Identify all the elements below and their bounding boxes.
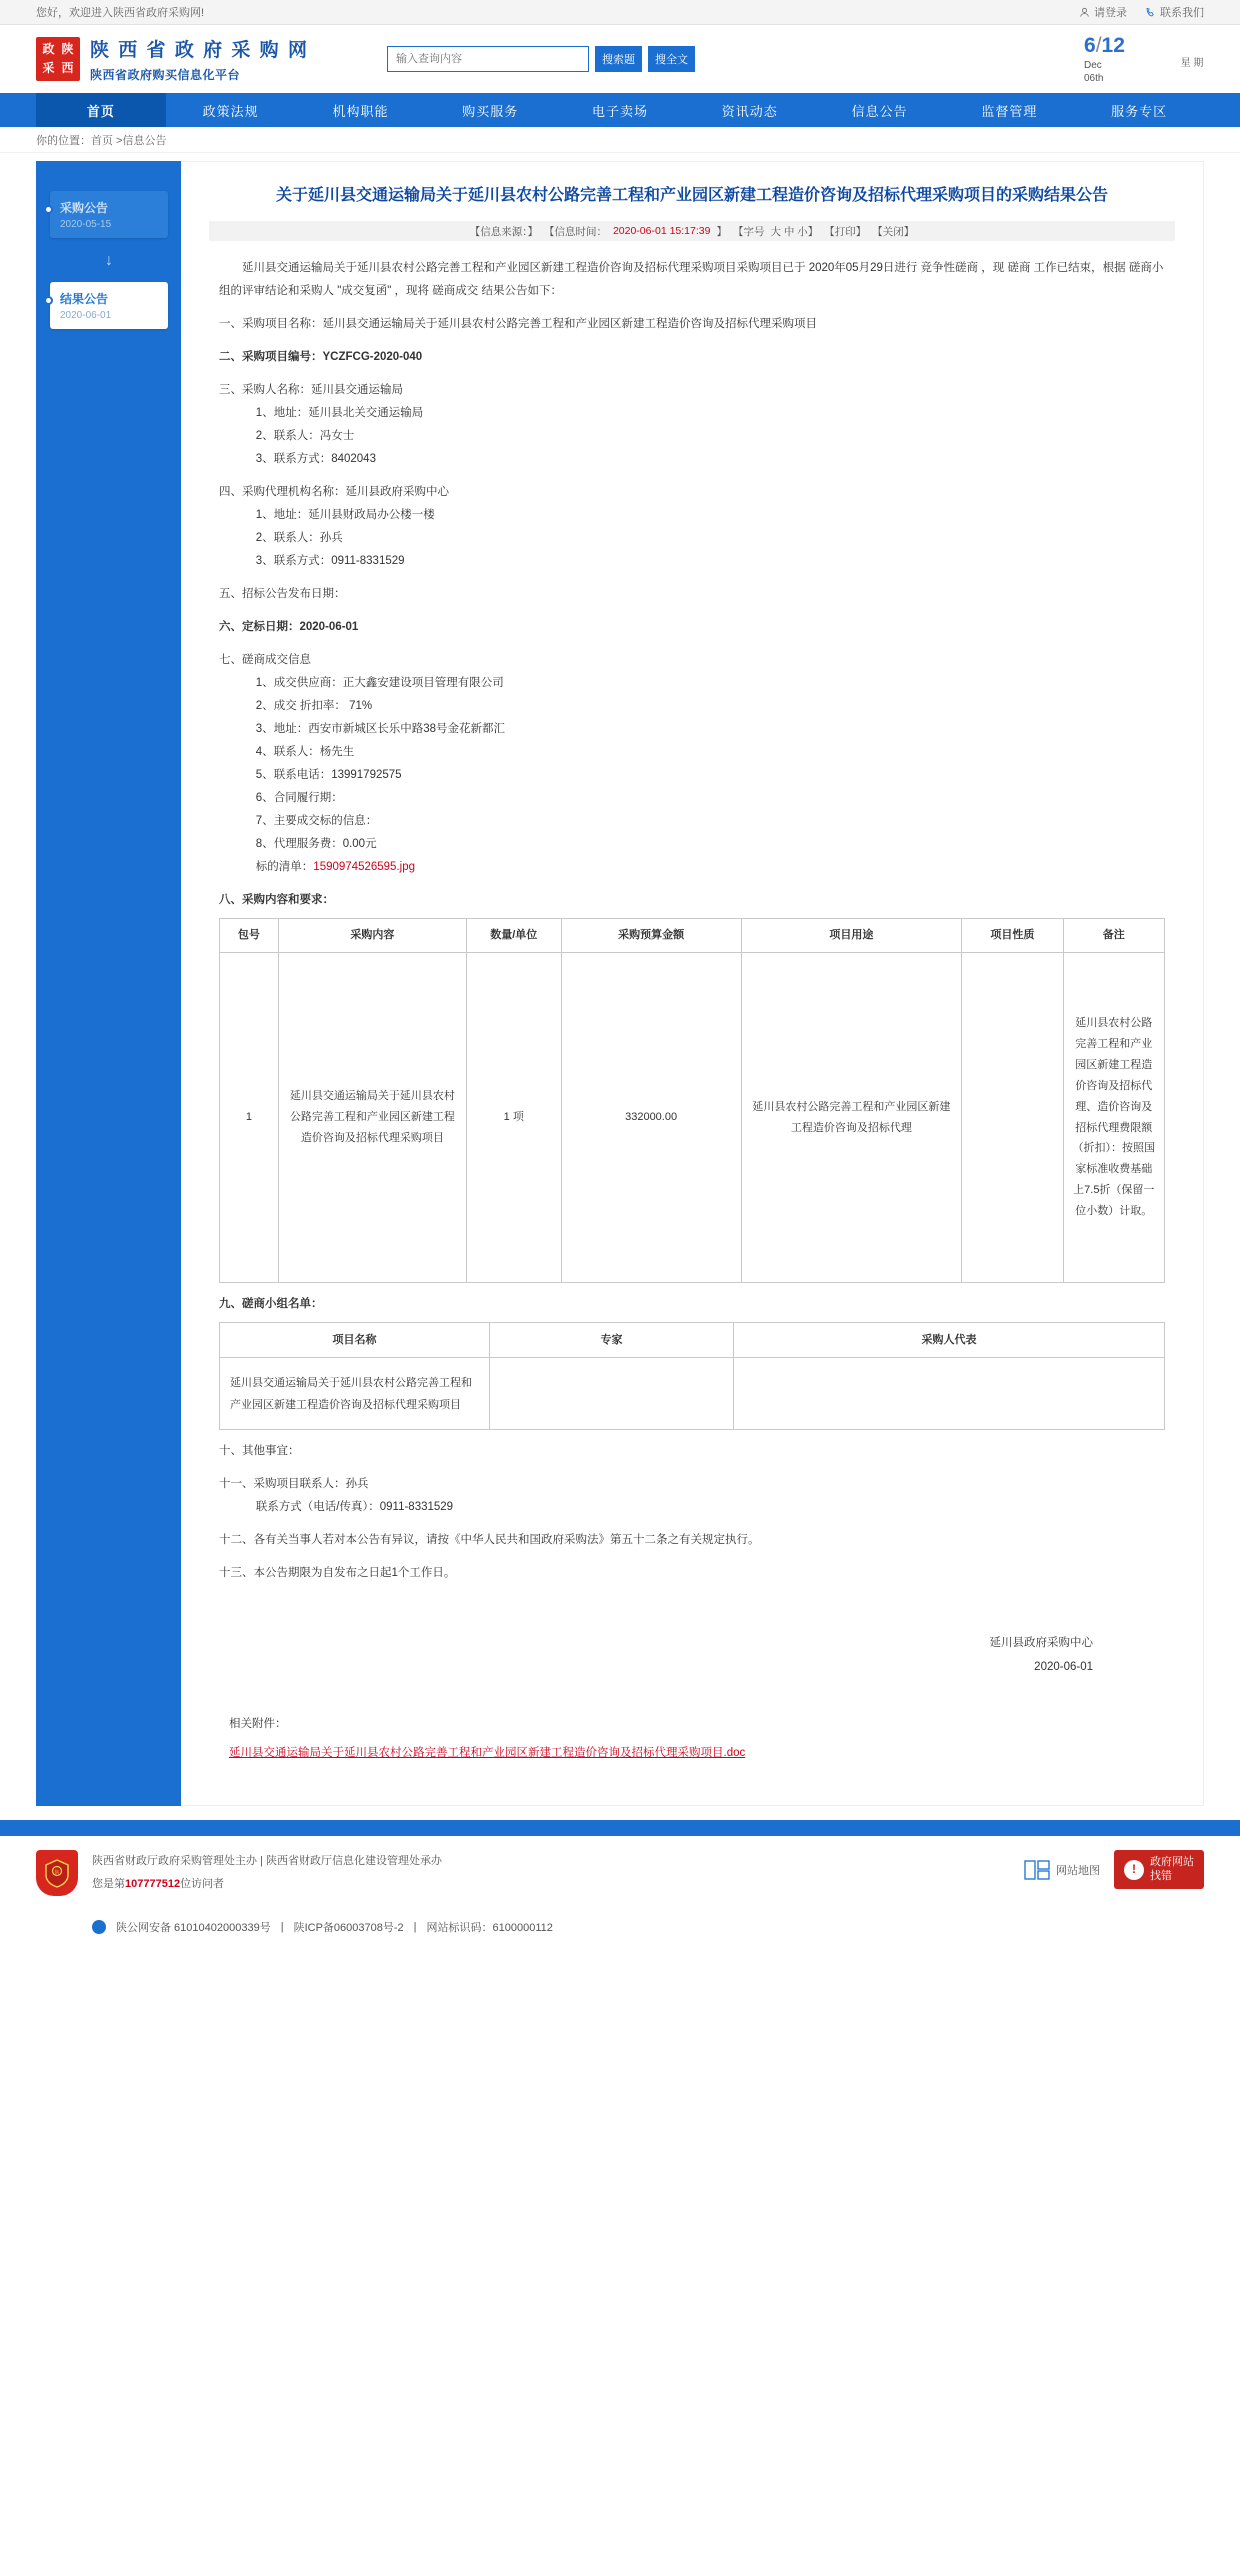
search-area [387, 46, 695, 72]
section-11-sub: 联系方式（电话/传真）：0911-8331529 [255, 1501, 454, 1514]
breadcrumb: 你的位置：首页 >信息公告 [0, 127, 1240, 153]
bid-list-file-link[interactable]: 1590974526595.jpg [313, 861, 415, 874]
section-3-item-3: 3、联系方式：8402043 [255, 453, 376, 466]
section-4-no: 四、 [219, 486, 242, 499]
article-meta [209, 221, 1175, 241]
section-4-label: 采购代理机构名称： [242, 486, 346, 499]
site-title-main: 陕 西 省 政 府 采 购 网 [90, 40, 309, 61]
visitor-prefix: 您是第 [92, 1878, 125, 1891]
svg-text:陕: 陕 [54, 1870, 60, 1877]
section-1 [219, 313, 1165, 336]
footer-legal-row [0, 1915, 1240, 1951]
table-header-row [220, 919, 1165, 953]
cell-budget: 332000.00 [561, 953, 741, 1283]
section-6-no: 六、 [219, 621, 242, 634]
timeline-dot-icon [44, 205, 53, 214]
section-13-no: 十三、 [219, 1567, 254, 1580]
col-content: 采购内容 [278, 919, 466, 953]
bid-list-label: 标的清单： [255, 861, 314, 874]
meta-time-tail: 】 [716, 225, 727, 238]
site-logo[interactable] [36, 37, 80, 81]
nav-item-news[interactable]: 资讯动态 [721, 103, 778, 119]
date-month: Dec [1084, 60, 1102, 71]
section-3-item-2: 2、联系人：冯女士 [255, 430, 355, 443]
col-project-name: 项目名称 [220, 1323, 490, 1358]
section-3-label: 采购人名称： [242, 384, 311, 397]
bid-list-row [219, 856, 1165, 879]
section-2-no: 二、 [219, 351, 242, 364]
section-5-label: 招标公告发布日期： [242, 588, 346, 601]
visitor-count: 107777512 [125, 1878, 181, 1891]
top-utility-bar [0, 0, 1240, 25]
cell-buyer-rep [733, 1358, 1164, 1430]
section-7-item-3: 3、地址：西安市新城区长乐中路38号金花新都汇 [255, 723, 505, 736]
gov-website-report-badge[interactable] [1114, 1850, 1204, 1888]
article-panel [181, 161, 1204, 1806]
section-7-no: 七、 [219, 654, 242, 667]
site-footer [0, 1836, 1240, 1914]
section-10-text: 其他事宜： [242, 1445, 300, 1458]
section-6-label: 定标日期： [242, 621, 300, 634]
col-buyer-rep: 采购人代表 [733, 1323, 1164, 1358]
date-slash: / [1095, 34, 1102, 57]
section-11 [219, 1473, 1165, 1496]
section-9-title: 九、磋商小组名单： [219, 1298, 323, 1311]
contact-label: 联系我们 [1160, 7, 1204, 19]
sidebar-item-label: 结果公告 [60, 292, 109, 306]
col-no: 包号 [220, 919, 279, 953]
section-10 [219, 1440, 1165, 1463]
section-10-no: 十、 [219, 1445, 242, 1458]
legal-separator-2: | [413, 1920, 417, 1933]
section-7 [219, 649, 1165, 672]
section-1-label: 采购项目名称： [242, 318, 323, 331]
timeline-sidebar [36, 161, 181, 1806]
search-fulltext-button[interactable]: 搜全文 [648, 46, 695, 72]
section-3-item-1: 1、地址：延川县北关交通运输局 [255, 407, 424, 420]
logo-char-1: 政 [42, 42, 55, 57]
section-5-no: 五、 [219, 588, 242, 601]
user-icon [1079, 7, 1090, 18]
table-row [220, 1358, 1165, 1430]
col-nature: 项目性质 [962, 919, 1063, 953]
site-title-sub: 陕西省政府购买信息化平台 [90, 68, 241, 82]
footer-line-1: 陕西省财政厅政府采购管理处主办 | 陕西省财政厅信息化建设管理处承办 [92, 1855, 442, 1868]
table-row [220, 953, 1165, 1283]
nav-item-servicezone[interactable]: 服务专区 [1111, 103, 1168, 119]
report-icon: ! [1124, 1860, 1144, 1880]
nav-item-functions[interactable]: 机构职能 [332, 103, 389, 119]
site-title-block [90, 35, 309, 83]
cell-project-name: 延川县交通运输局关于延川县农村公路完善工程和产业园区新建工程造价咨询及招标代理采购项目 [220, 1358, 490, 1430]
section-1-no: 一、 [219, 318, 242, 331]
cell-nature [962, 953, 1063, 1283]
logo-char-2: 陕 [61, 42, 74, 57]
section-12-no: 十二、 [219, 1534, 254, 1547]
date-sub: 06th [1084, 73, 1104, 84]
nav-item-services[interactable]: 购买服务 [462, 103, 519, 119]
section-11-no: 十一、 [219, 1478, 254, 1491]
nav-item-policy[interactable]: 政策法规 [202, 103, 259, 119]
site-id-text: 网站标识码：6100000112 [426, 1921, 553, 1934]
nav-item-emarket[interactable]: 电子卖场 [592, 103, 649, 119]
cell-remark: 延川县农村公路完善工程和产业园区新建工程造价咨询及招标代理、造价咨询及招标代理费限额（折扣）：按照国家标准收费基础上7.5折（保留一位小数）计取。 [1063, 953, 1164, 1283]
gov-badge-line-2: 找错 [1150, 1869, 1172, 1882]
nav-item-announcements[interactable]: 信息公告 [851, 103, 908, 119]
content-area [0, 153, 1240, 1806]
section-12-text: 各有关当事人若对本公告有异议，请按《中华人民共和国政府采购法》第五十二条之有关规定执行。 [253, 1534, 760, 1547]
site-map-link[interactable] [1024, 1859, 1100, 1881]
cell-expert [490, 1358, 734, 1430]
section-7-item-1: 1、成交供应商：正大鑫安建设项目管理有限公司 [255, 677, 504, 690]
cell-content: 延川县交通运输局关于延川县农村公路完善工程和产业园区新建工程造价咨询及招标代理采购项目 [278, 953, 466, 1283]
section-2 [219, 346, 1165, 369]
date-month-num: 12 [1101, 34, 1125, 57]
phone-icon [1145, 7, 1156, 18]
footer-bar [0, 1820, 1240, 1836]
section-3-no: 三、 [219, 384, 242, 397]
sidebar-item-purchase-notice[interactable] [50, 191, 168, 238]
sidebar-item-label: 采购公告 [60, 201, 109, 215]
attachment-link[interactable]: 延川县交通运输局关于延川县农村公路完善工程和产业园区新建工程造价咨询及招标代理采购项目.doc [229, 1747, 746, 1760]
sidebar-item-date: 2020-06-01 [60, 310, 112, 321]
section-4-value: 延川县政府采购中心 [345, 486, 449, 499]
nav-item-supervision[interactable]: 监督管理 [981, 103, 1038, 119]
contact-link[interactable] [1145, 4, 1204, 20]
date-weekday: 星 期 [1180, 58, 1204, 69]
icp-text[interactable]: 陕ICP备06003708号-2 [293, 1921, 404, 1934]
col-qty: 数量/单位 [466, 919, 561, 953]
site-header [0, 25, 1240, 93]
police-badge-icon [92, 1920, 106, 1934]
section-4-item-3: 3、联系方式：0911-8331529 [255, 555, 405, 568]
purchase-content-table [219, 918, 1165, 1283]
article-intro: 延川县交通运输局关于延川县农村公路完善工程和产业园区新建工程造价咨询及招标代理采购项目采购项目已于 2020年05月29日进行 竞争性磋商 ，现 磋商 工作已结束，根据 磋商小组的评审结论和采购人 "成交复函" ，现将 磋商成交 结果公告如下： [219, 262, 1164, 298]
search-input[interactable] [387, 46, 589, 72]
visitor-suffix: 位访问者 [180, 1878, 225, 1891]
signature-date: 2020-06-01 [1034, 1661, 1093, 1674]
section-12 [219, 1529, 1165, 1552]
col-remark: 备注 [1063, 919, 1164, 953]
section-3 [219, 379, 1165, 402]
section-3-value: 延川县交通运输局 [311, 384, 403, 397]
site-map-label: 网站地图 [1056, 1864, 1100, 1877]
section-2-label: 采购项目编号： [242, 351, 323, 364]
section-7-item-7: 7、主要成交标的信息： [255, 815, 378, 828]
section-13 [219, 1562, 1165, 1585]
section-4-item-1: 1、地址：延川县财政局办公楼一楼 [255, 509, 435, 522]
section-7-item-5: 5、联系电话：13991792575 [255, 769, 402, 782]
meta-time-label: 【信息时间： [543, 225, 607, 238]
main-nav [0, 93, 1240, 127]
page-title: 关于延川县交通运输局关于延川县农村公路完善工程和产业园区新建工程造价咨询及招标代理采购项目的采购结果公告 [275, 187, 1108, 204]
timeline-arrow-icon: ↓ [105, 252, 113, 269]
meta-source: 【信息来源：】 [469, 225, 538, 238]
footer-right-block [1024, 1850, 1204, 1888]
section-13-text: 本公告期限为自发布之日起1个工作日。 [253, 1567, 456, 1580]
footer-text-block [92, 1850, 442, 1896]
cell-qty: 1 项 [466, 953, 561, 1283]
logo-char-4: 西 [61, 61, 74, 76]
col-expert: 专家 [490, 1323, 734, 1358]
section-7-item-8: 8、代理服务费：0.00元 [255, 838, 377, 851]
emblem-shape-icon [44, 1858, 70, 1888]
table-header-row [220, 1323, 1165, 1358]
section-2-value: YCZFCG-2020-040 [322, 351, 423, 364]
nav-item-home[interactable]: 首页 [36, 93, 166, 127]
legal-separator: | [280, 1920, 284, 1933]
review-panel-table [219, 1322, 1165, 1430]
cell-no: 1 [220, 953, 279, 1283]
section-4-item-2: 2、联系人：孙兵 [255, 532, 343, 545]
logo-char-3: 采 [42, 61, 55, 76]
section-7-item-6: 6、合同履行期： [255, 792, 343, 805]
section-6-value: 2020-06-01 [299, 621, 359, 634]
attachment-label: 相关附件： [229, 1718, 287, 1731]
meta-font-sizes[interactable]: 大 中 小】 [770, 225, 819, 238]
section-11-text: 采购项目联系人：孙兵 [253, 1478, 369, 1491]
meta-font-label: 【字号 [732, 225, 765, 238]
sidebar-item-result-notice[interactable] [50, 282, 168, 329]
section-5 [219, 583, 1165, 606]
section-1-value: 延川县交通运输局关于延川县农村公路完善工程和产业园区新建工程造价咨询及招标代理采购项目 [322, 318, 817, 331]
section-7-item-2: 2、成交 折扣率： 71% [255, 700, 373, 713]
map-icon [1024, 1859, 1050, 1881]
section-7-item-4: 4、联系人：杨先生 [255, 746, 355, 759]
close-link[interactable]: 【关闭】 [872, 225, 915, 238]
signature-block [219, 1631, 1165, 1679]
sidebar-item-date: 2020-05-15 [60, 219, 112, 230]
section-7-label: 磋商成交信息 [242, 654, 311, 667]
login-link[interactable] [1079, 4, 1127, 20]
login-label: 请登录 [1094, 7, 1127, 19]
meta-time-value: 2020-06-01 15:17:39 [612, 225, 711, 238]
cell-use: 延川县农村公路完善工程和产业园区新建工程造价咨询及招标代理 [741, 953, 962, 1283]
police-record-text[interactable]: 陕公网安备 61010402000339号 [116, 1921, 271, 1934]
section-4 [219, 481, 1165, 504]
search-button[interactable]: 搜索题 [595, 46, 642, 72]
date-day: 6 [1084, 34, 1096, 57]
gov-badge-line-1: 政府网站 [1150, 1856, 1194, 1869]
section-8-title: 八、采购内容和要求： [219, 894, 334, 907]
col-budget: 采购预算金额 [561, 919, 741, 953]
print-link[interactable]: 【打印】 [824, 225, 867, 238]
national-emblem-icon [36, 1850, 78, 1896]
date-widget [1084, 34, 1204, 84]
article-body [209, 241, 1175, 1765]
greeting-text: 您好，欢迎进入陕西省政府采购网! [36, 7, 205, 19]
section-6 [219, 616, 1165, 639]
col-use: 项目用途 [741, 919, 962, 953]
gov-badge-text [1150, 1856, 1194, 1882]
footer-visitor-line [92, 1873, 442, 1896]
timeline-dot-icon [44, 296, 53, 305]
signature-org: 延川县政府采购中心 [989, 1637, 1093, 1650]
